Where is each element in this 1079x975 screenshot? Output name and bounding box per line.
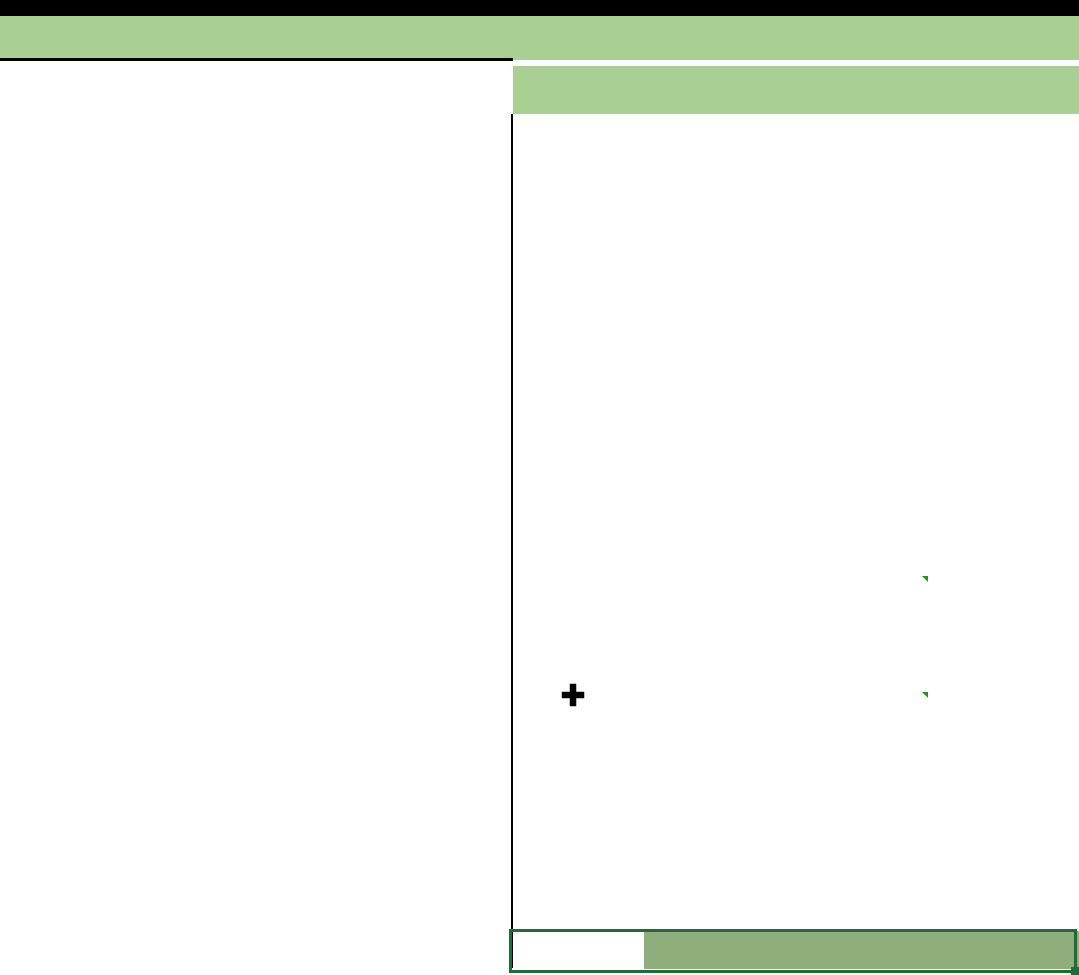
spreadsheet-grid[interactable] [0,16,1079,975]
title-underline [0,58,513,61]
column-divider [511,114,513,968]
cell-cursor-icon [560,682,586,708]
sheet-title[interactable] [0,16,517,60]
cell-selection-box[interactable] [509,929,1077,973]
fill-handle[interactable] [1071,967,1079,975]
comment-indicator-icon [922,692,928,698]
comment-indicator-icon [922,576,928,582]
header-band [513,66,1079,114]
